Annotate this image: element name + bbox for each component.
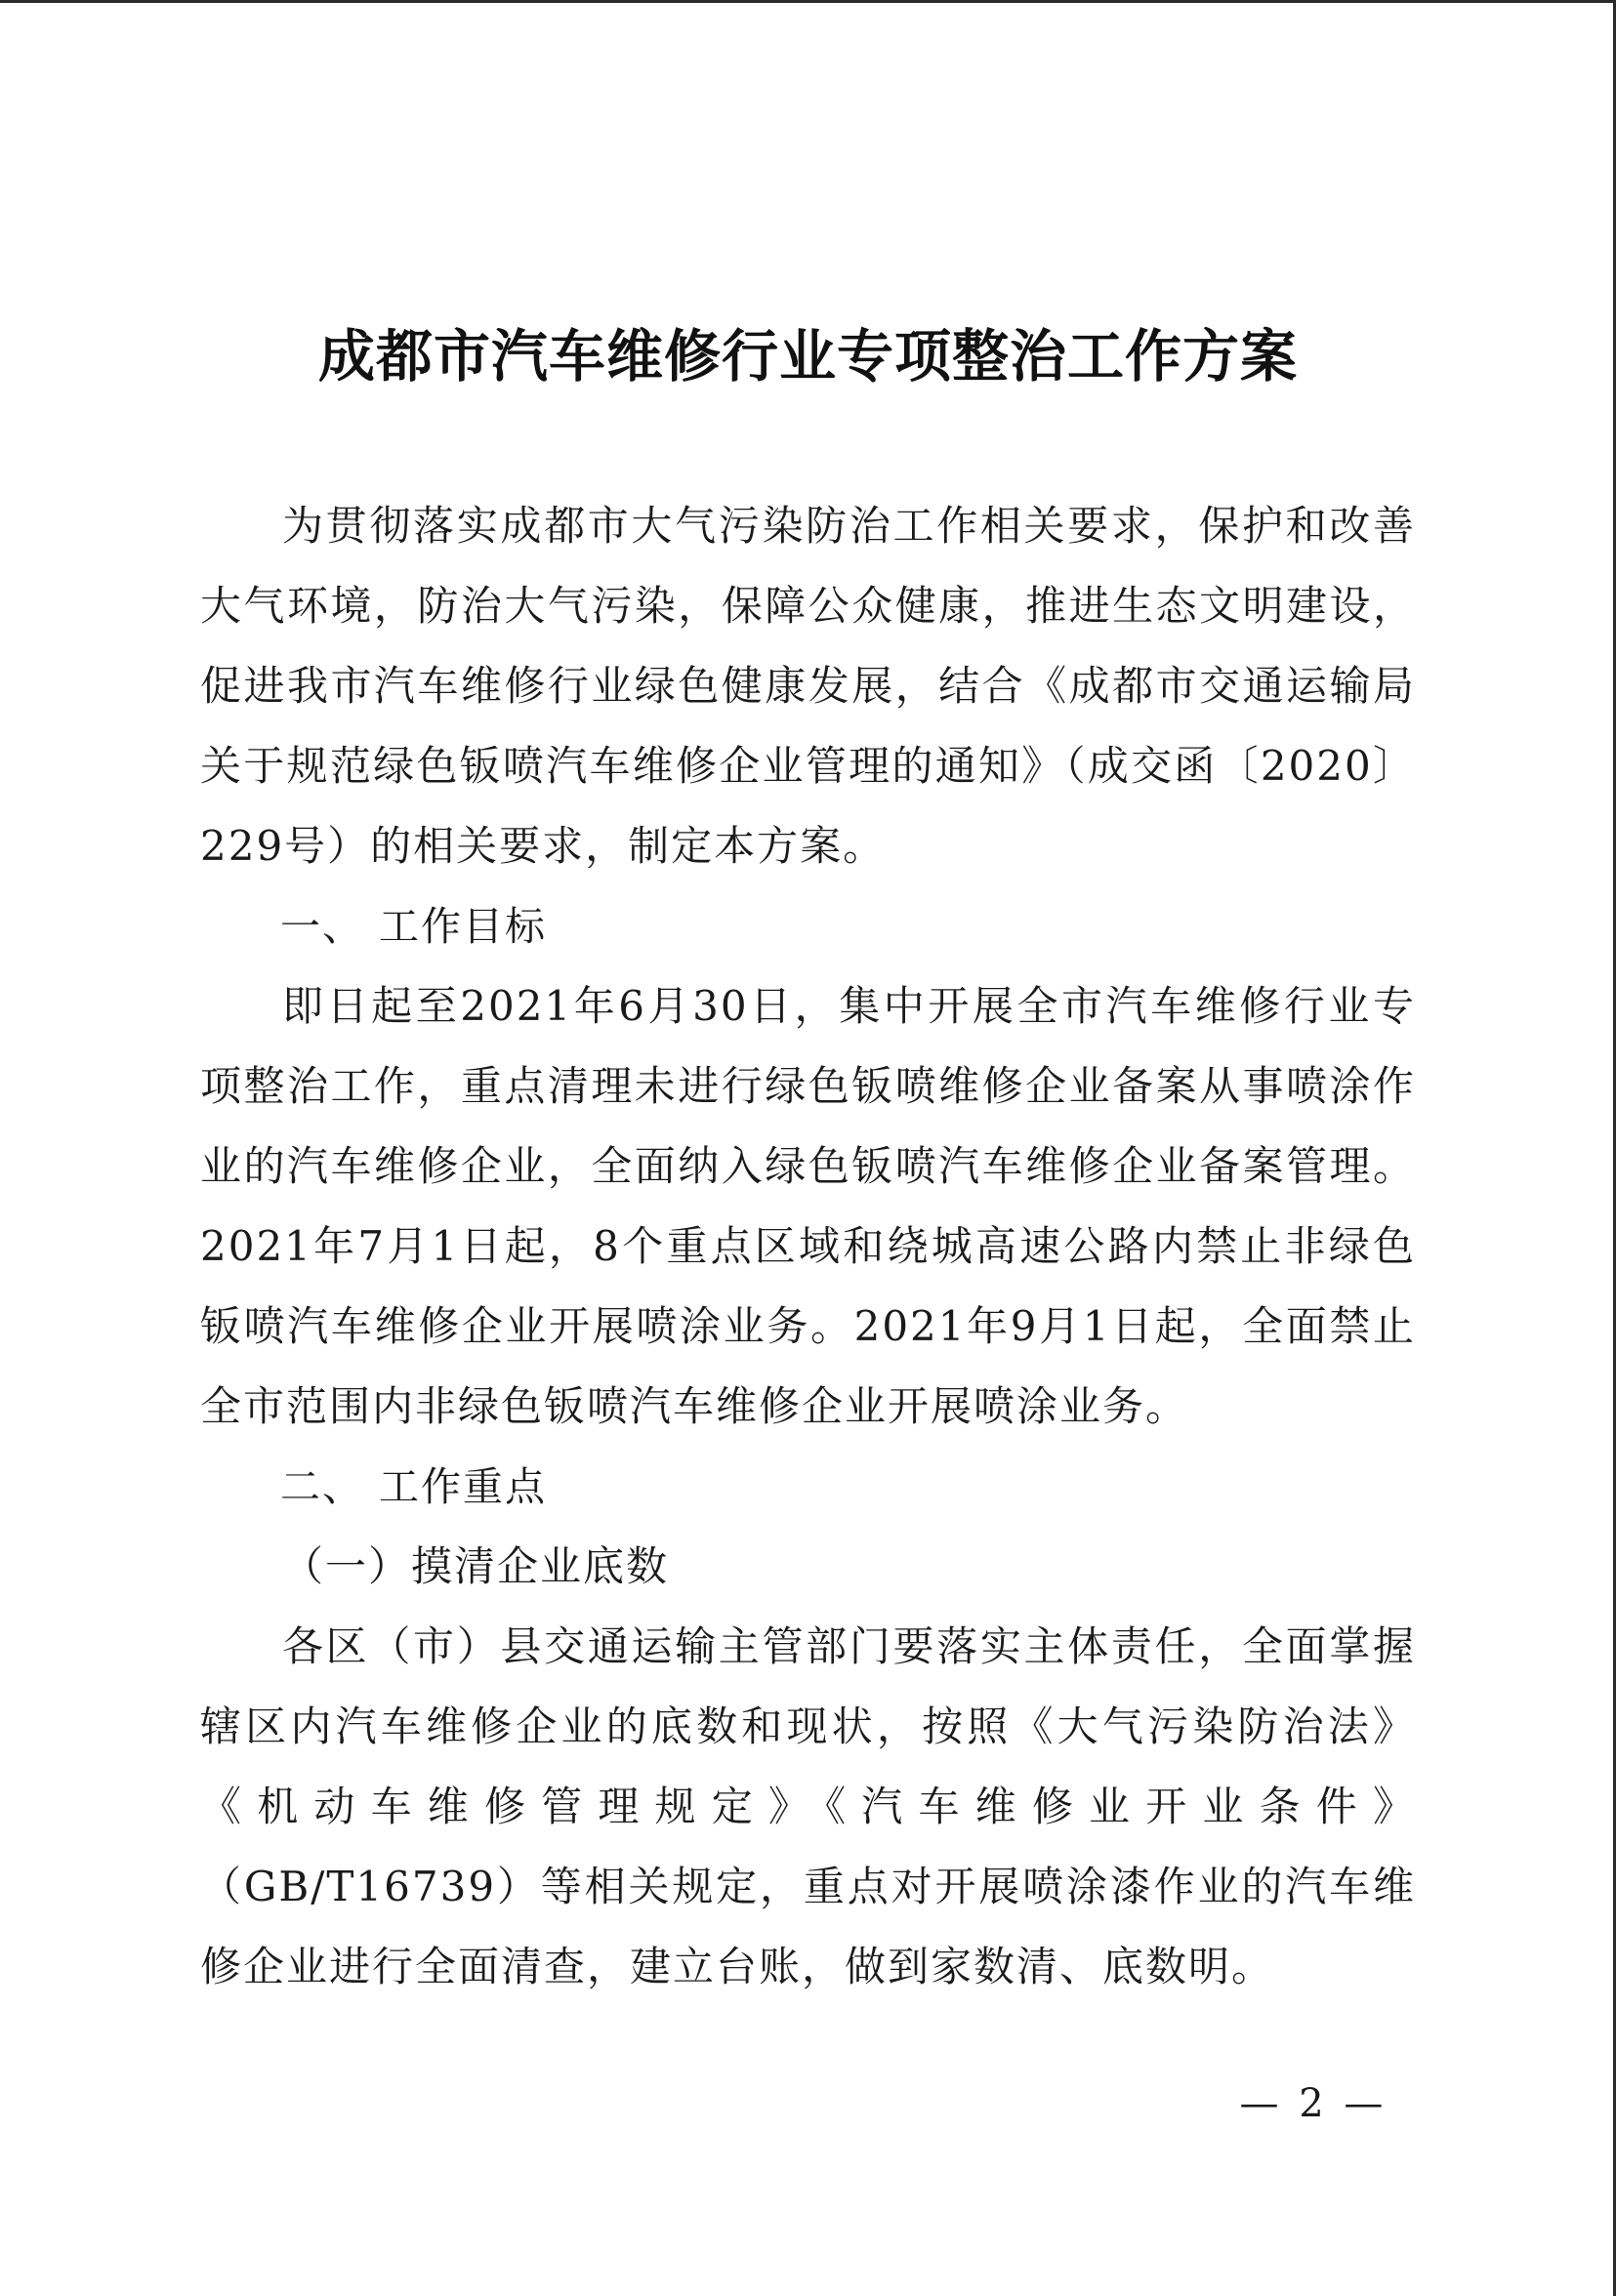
- page-number: — 2 —: [1239, 2081, 1388, 2126]
- intro-paragraph: 为贯彻落实成都市大气污染防治工作相关要求，保护和改善大气环境，防治大气污染，保障公众健康，推进生态文明建设，促进我市汽车维修行业绿色健康发展，结合《成都市交通运输局关于规范绿色钣喷汽车维修企业管理的通知》（成交函〔2020〕229号）的相关要求，制定本方案。: [200, 502, 1416, 870]
- section-heading-goals: 一、 工作目标: [280, 903, 548, 950]
- survey-paragraph: 各区（市）县交通运输主管部门要落实主体责任，全面掌握辖区内汽车维修企业的底数和现状，按照《大气污染防治法》《机动车维修管理规定》《汽车维修业开业条件》（GB/T16739）等相关规定，重点对开展喷涂漆作业的汽车维修企业进行全面清查，建立台账，做到家数清、底数明。: [200, 1622, 1416, 1990]
- scan-edge-top: [0, 0, 1616, 3]
- subsection-heading-survey: （一）摸清企业底数: [282, 1542, 670, 1590]
- document-body: [200, 486, 1416, 2007]
- goals-paragraph: 即日起至2021年6月30日，集中开展全市汽车维修行业专项整治工作，重点清理未进行绿色钣喷维修企业备案从事喷涂作业的汽车维修企业，全面纳入绿色钣喷汽车维修企业备案管理。2021年7月1日起，8个重点区域和绕城高速公路内禁止非绿色钣喷汽车维修企业开展喷涂业务。2021年9月1日起，全面禁止全市范围内非绿色钣喷汽车维修企业开展喷涂业务。: [200, 982, 1416, 1430]
- document-title: 成都市汽车维修行业专项整治工作方案: [317, 323, 1298, 390]
- section-heading-focus: 二、 工作重点: [280, 1463, 548, 1510]
